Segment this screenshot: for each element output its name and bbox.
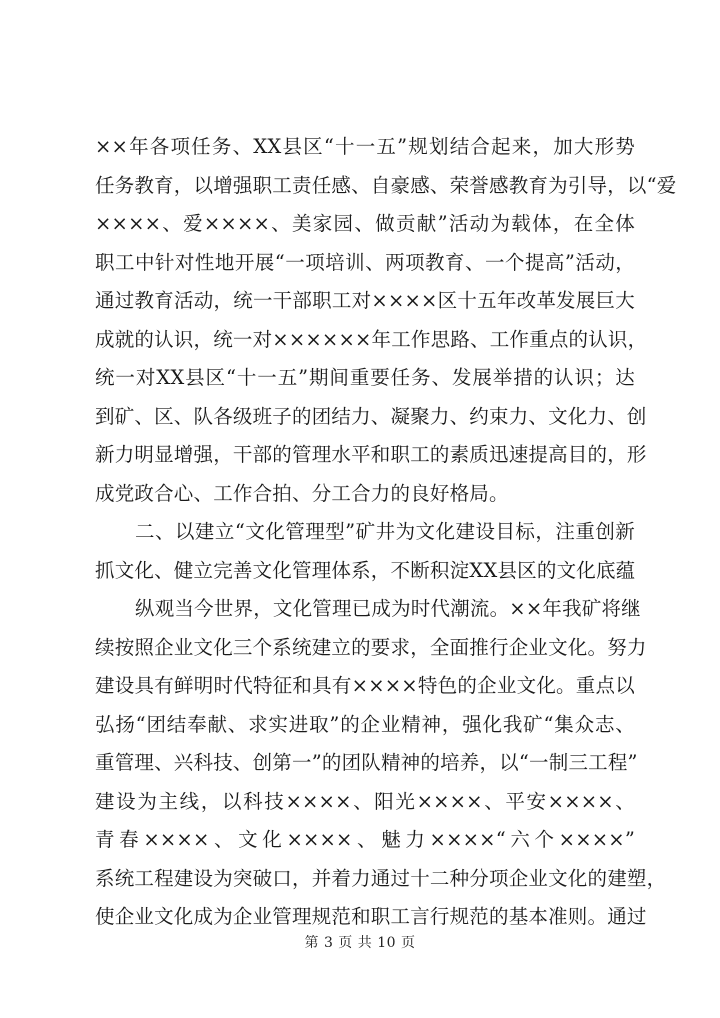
section-heading-line: 二、以建立“文化管理型”矿井为文化建设目标，注重创新 xyxy=(135,520,635,543)
text-line: 使企业文化成为企业管理规范和职工言行规范的基本准则。通过 xyxy=(95,905,647,928)
text-line: ××年各项任务、XX县区“十一五”规划结合起来，加大形势 xyxy=(95,135,635,158)
text-line: 青春××××、文化××××、魅力××××“六个××××” xyxy=(95,828,635,851)
page-number-footer: 第 3 页 共 10 页 xyxy=(304,935,416,951)
text-line: 纵观当今世界，文化管理已成为时代潮流。××年我矿将继 xyxy=(135,597,641,620)
text-line: 系统工程建设为突破口，并着力通过十二种分项企业文化的建塑， xyxy=(95,866,667,890)
text-line: 到矿、区、队各级班子的团结力、凝聚力、约束力、文化力、创 xyxy=(95,404,647,428)
text-line: 成党政合心、工作合拍、分工合力的良好格局。 xyxy=(95,481,509,505)
text-line: 通过教育活动，统一干部职工对××××区十五年改革发展巨大 xyxy=(95,289,635,312)
text-line: 建设为主线，以科技××××、阳光××××、平安××××、 xyxy=(95,789,635,813)
text-line: 任务教育，以增强职工责任感、自豪感、荣誉感教育为引导，以“爱 xyxy=(95,173,677,197)
section-heading-line: 抓文化、健立完善文化管理体系，不断积淀XX县区的文化底蕴 xyxy=(95,558,636,582)
text-line: ××××、爱××××、美家园、做贡献”活动为载体，在全体 xyxy=(95,212,635,235)
text-line: 成就的认识，统一对××××××年工作思路、工作重点的认识， xyxy=(95,327,648,351)
text-line: 弘扬“团结奉献、求实进取”的企业精神，强化我矿“集众志、 xyxy=(95,712,635,736)
text-line: 新力明显增强，干部的管理水平和职工的素质迅速提高目的，形 xyxy=(95,443,647,466)
text-line: 统一对XX县区“十一五”期间重要任务、发展举措的认识；达 xyxy=(95,366,635,389)
document-body xyxy=(95,128,677,937)
text-line: 职工中针对性地开展“一项培训、两项教育、一个提高”活动， xyxy=(95,250,635,274)
text-line: 重管理、兴科技、创第一”的团队精神的培养，以“一制三工程” xyxy=(95,751,638,774)
text-line: 建设具有鲜明时代特征和具有××××特色的企业文化。重点以 xyxy=(95,674,635,697)
text-line: 续按照企业文化三个系统建立的要求，全面推行企业文化。努力 xyxy=(95,635,647,659)
